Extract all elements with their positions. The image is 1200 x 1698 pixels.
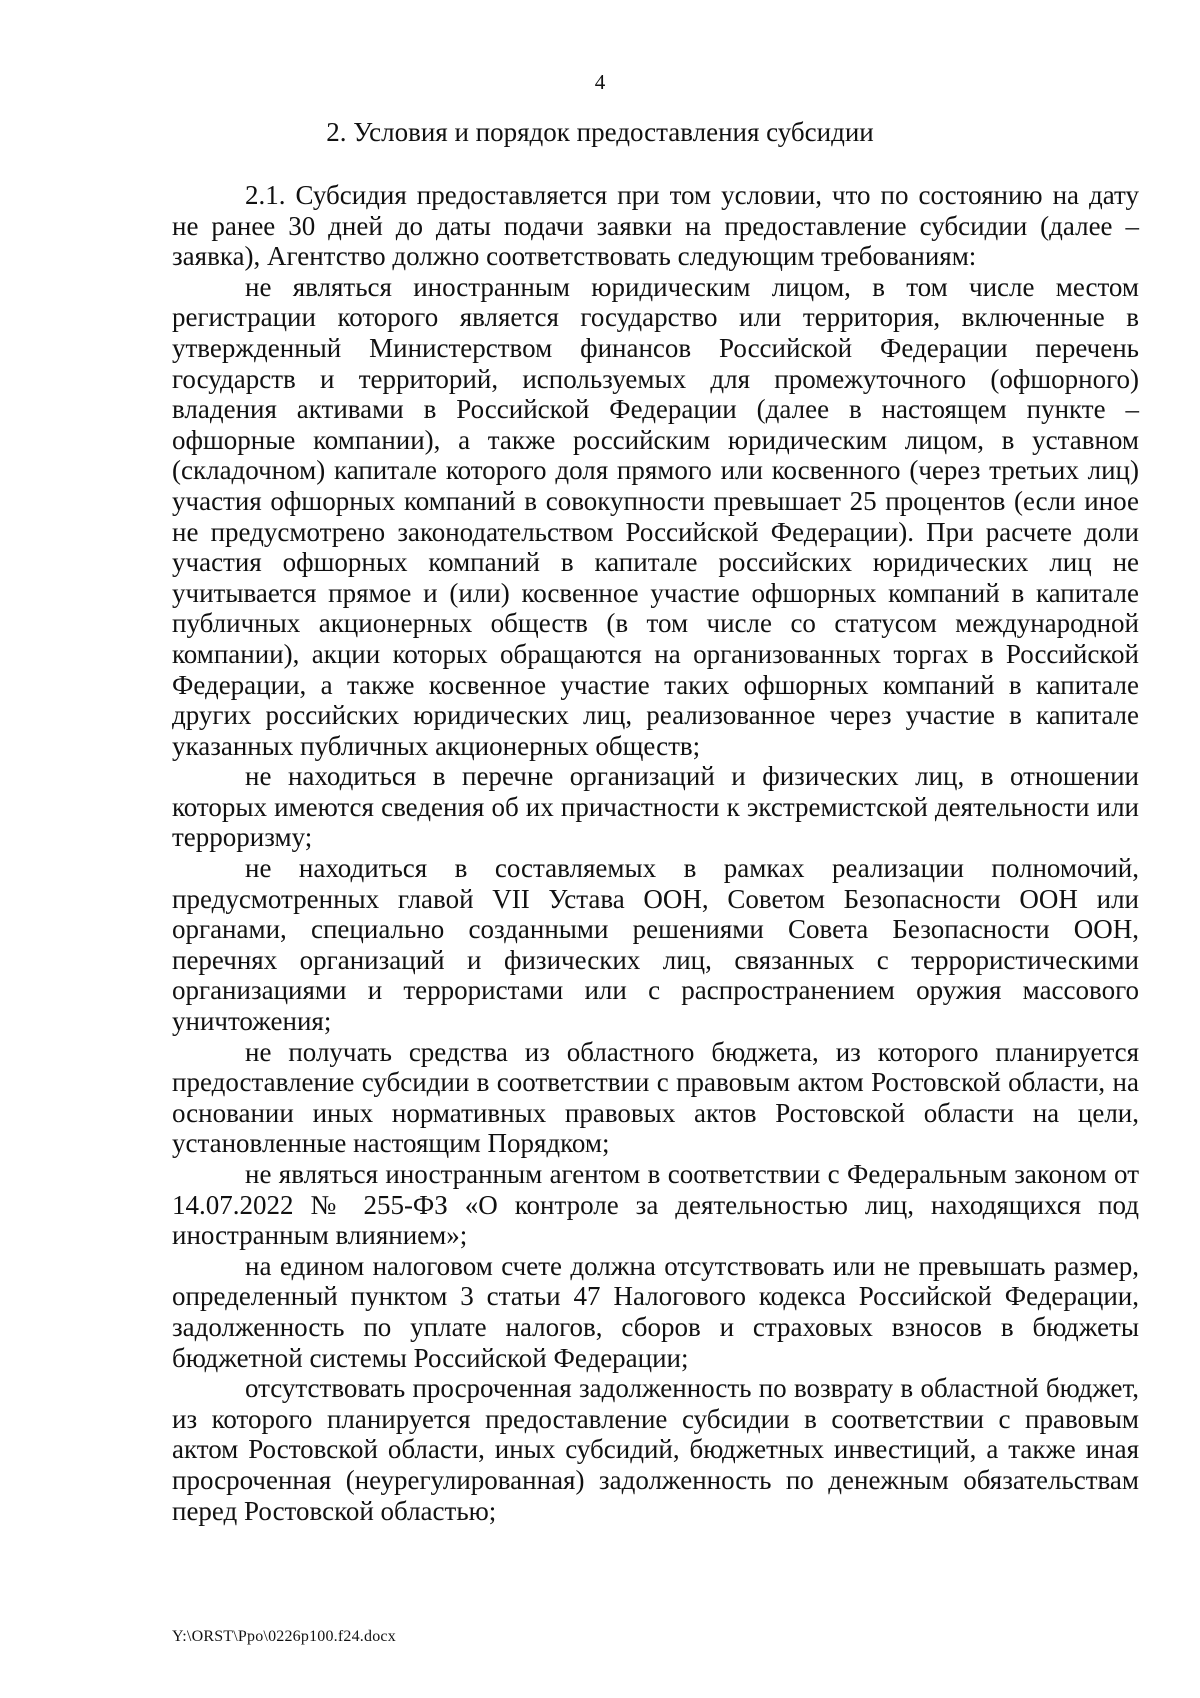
- section-title: 2. Условия и порядок предоставления субсидии: [326, 117, 874, 147]
- paragraph-offshore-requirement: не являться иностранным юридическим лицом, в том числе местом регистрации которого является государство или территория, включенные в утвержденный Министерством финансов Российской Федерации перечень государств и территорий, используемых для промежуточного (офшорного) владения активами в Российской Федерации (далее в настоящем пункте – офшорные компании), а также российским юридическим лицом, в уставном (складочном) капитале которого доля прямого или косвенного (через третьих лиц) участия офшорных компаний в совокупности превышает 25 процентов (если иное не предусмотрено законодательством Российской Федерации). При расчете доли участия офшорных компаний в капитале российских юридических лиц не учитывается прямое и (или) косвенное участие офшорных компаний в капитале публичных акционерных обществ (в том числе со статусом международной компании), акции которых обращаются на организованных торгах в Российской Федерации, а также косвенное участие таких офшорных компаний в капитале других российских юридических лиц, реализованное через участие в капитале указанных публичных акционерных обществ;: [172, 271, 1139, 761]
- footer-file-path: Y:\ORST\Ppo\0226p100.f24.docx: [172, 1628, 396, 1645]
- paragraph-un-sanctions-requirement: не находиться в составляемых в рамках реализации полномочий, предусмотренных главой VII Устава ООН, Советом Безопасности ООН или органами, специально созданными решениями Совета Безопасности ООН, перечнях организаций и физических лиц, связанных с террористическими организациями и террористами или с распространением оружия массового уничтожения;: [172, 853, 1139, 1037]
- paragraph-overdue-debt-requirement: отсутствовать просроченная задолженность по возврату в областной бюджет, из которого планируется предоставление субсидии в соответствии с правовым актом Ростовской области, иных субсидий, бюджетных инвестиций, а также иная просроченная (неурегулированная) задолженность по денежным обязательствам перед Ростовской областью;: [172, 1373, 1139, 1526]
- paragraph-2-1: 2.1. Субсидия предоставляется при том условии, что по состоянию на дату не ранее 30 дней до даты подачи заявки на предоставление субсидии (далее – заявка), Агентство должно соответствовать следующим требованиям:: [172, 180, 1139, 272]
- paragraph-budget-funds-requirement: не получать средства из областного бюджета, из которого планируется предоставление субсидии в соответствии с правовым актом Ростовской области, на основании иных нормативных правовых актов Ростовской области на цели, установленные настоящим Порядком;: [172, 1036, 1139, 1159]
- page-number: 4: [594, 70, 606, 94]
- paragraph-foreign-agent-requirement: не являться иностранным агентом в соответствии с Федеральным законом от 14.07.2022 № 255-ФЗ «О контроле за деятельностью лиц, находящихся под иностранным влиянием»;: [172, 1159, 1139, 1251]
- paragraph-extremism-requirement: не находиться в перечне организаций и физических лиц, в отношении которых имеются сведения об их причастности к экстремистской деятельности или терроризму;: [172, 761, 1139, 853]
- document-body: [172, 180, 1139, 1526]
- paragraph-tax-debt-requirement: на едином налоговом счете должна отсутствовать или не превышать размер, определенный пунктом 3 статьи 47 Налогового кодекса Российской Федерации, задолженность по уплате налогов, сборов и страховых взносов в бюджеты бюджетной системы Российской Федерации;: [172, 1250, 1139, 1373]
